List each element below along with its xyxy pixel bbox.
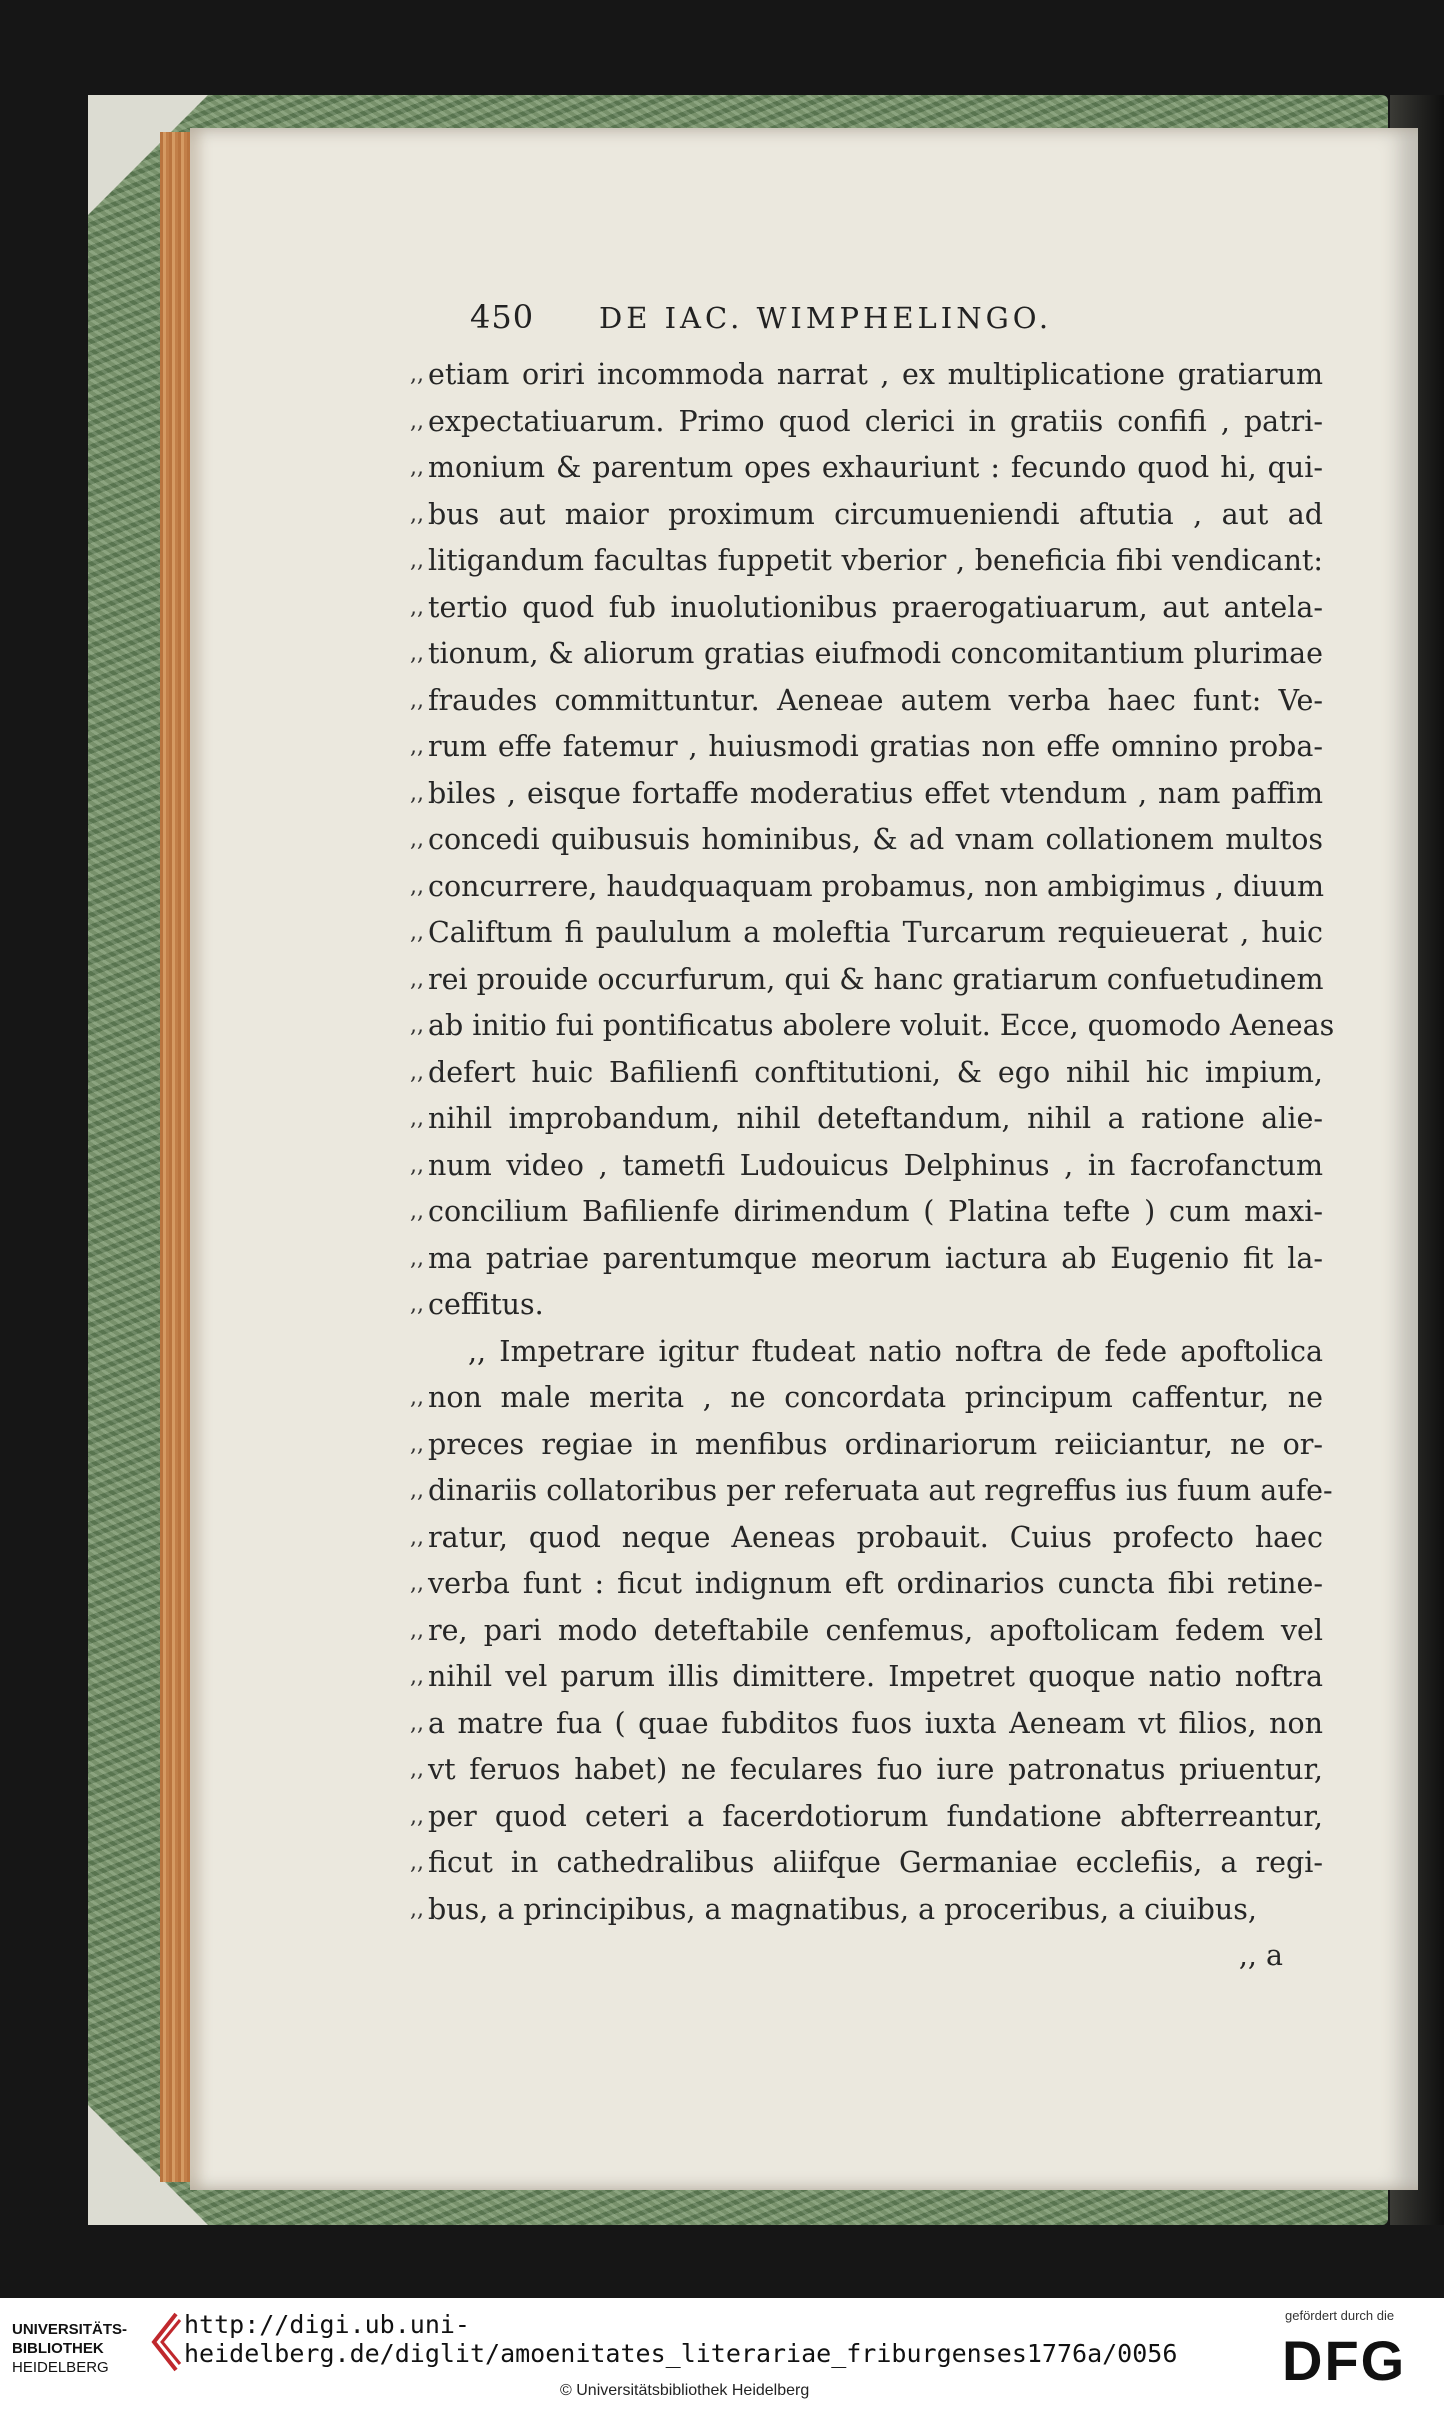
line-text: rum effe fatemur , huiusmodi gratias non effe omnino proba- <box>428 730 1323 763</box>
text-line <box>410 1003 1335 1050</box>
text-line <box>410 1654 1323 1701</box>
line-text: litigandum facultas fuppetit vberior , beneficia fibi vendicant: <box>428 544 1323 577</box>
library-name-line: UNIVERSITÄTS- <box>12 2321 128 2338</box>
line-text: non male merita , ne concordata principum caffentur, ne <box>428 1381 1323 1414</box>
library-logo-text <box>12 2320 152 2377</box>
quote-mark: ,, <box>410 1850 424 1875</box>
text-line <box>410 399 1323 446</box>
catchword <box>428 1933 1323 1980</box>
text-line <box>410 1375 1323 1422</box>
quote-mark: ,, <box>410 548 424 573</box>
line-text: concurrere, haudquaquam probamus, non ambigimus , diuum <box>428 869 1325 903</box>
text-line <box>410 1050 1323 1097</box>
text-line <box>410 1840 1323 1887</box>
text-line <box>410 631 1323 678</box>
text-line <box>410 492 1323 539</box>
quote-mark: ,, <box>410 594 424 620</box>
line-text: per quod ceteri a facerdotiorum fundatione abfterreantur, <box>428 1799 1323 1833</box>
quote-mark: ,, <box>410 1013 424 1038</box>
text-line <box>410 817 1323 864</box>
line-text: Califtum fi paululum a moleftia Turcarum requieuerat , huic <box>428 916 1323 949</box>
source-url-link[interactable]: http://digi.ub.uni-heidelberg.de/diglit/amoenitates_literariae_friburgenses1776a/0056 <box>184 2310 1178 2368</box>
line-text: ratur, quod neque Aeneas probauit. Cuius profecto haec <box>428 1520 1323 1554</box>
quote-mark: ,, <box>410 641 424 666</box>
line-text: biles , eisque fortaffe moderatius effet vtendum , nam paffim <box>428 776 1323 810</box>
line-text: fraudes committuntur. Aeneae autem verba haec funt: Ve- <box>428 683 1323 717</box>
line-text: tionum, & aliorum gratias eiufmodi concomitantium plurimae <box>428 637 1323 670</box>
line-text: nihil vel parum illis dimittere. Impetret quoque natio noftra <box>428 1660 1323 1693</box>
body-text <box>410 352 1335 1980</box>
line-text: preces regiae in menfibus ordinariorum reiiciantur, ne or- <box>428 1427 1323 1461</box>
quote-mark: ,, <box>410 920 424 945</box>
text-line <box>410 1794 1323 1841</box>
line-text: defert huic Bafilienfi conftitutioni, & ego nihil hic impium, <box>428 1055 1323 1089</box>
quote-mark: ,, <box>410 780 424 806</box>
quote-mark: ,, <box>410 1292 424 1317</box>
quote-mark: ,, <box>410 1059 424 1085</box>
quote-mark: ,, <box>410 1431 424 1457</box>
line-text: ,, Impetrare igitur ftudeat natio noftra de fede apoftolica <box>468 1334 1323 1368</box>
text-line <box>410 1189 1323 1236</box>
line-text: a matre fua ( quae fubditos fuos iuxta Aeneam vt filios, non <box>428 1706 1323 1740</box>
text-line <box>410 1468 1333 1515</box>
text-line <box>410 538 1323 585</box>
text-line <box>410 957 1324 1004</box>
quote-mark: ,, <box>410 501 424 527</box>
line-text: num video , tametfi Ludouicus Delphinus , in facrofanctum <box>428 1148 1323 1182</box>
line-text: bus, a principibus, a magnatibus, a proceribus, a ciuibus, <box>428 1892 1257 1926</box>
line-text: vt feruos habet) ne feculares fuo iure patronatus priuentur, <box>428 1753 1323 1786</box>
quote-mark: ,, <box>410 1524 424 1550</box>
quote-mark: ,, <box>410 455 424 480</box>
text-line <box>410 445 1323 492</box>
footer <box>0 2298 1444 2416</box>
quote-mark: ,, <box>410 966 424 992</box>
page-number: 450 <box>470 298 535 336</box>
text-line <box>410 864 1325 911</box>
running-title: DE IAC. WIMPHELINGO. <box>598 301 1053 335</box>
text-line <box>410 1747 1323 1794</box>
text-line <box>410 724 1323 771</box>
line-text: concedi quibusuis hominibus, & ad vnam collationem multos <box>428 823 1323 856</box>
text-line <box>410 771 1323 818</box>
quote-mark: ,, <box>410 1571 424 1596</box>
funding-note: gefördert durch die <box>1285 2308 1395 2323</box>
quote-mark: ,, <box>410 1106 424 1131</box>
dfg-logo: DFG <box>1282 2329 1407 2392</box>
text-line <box>428 1329 1323 1376</box>
running-head <box>470 298 1130 348</box>
text-line <box>410 1887 1323 1934</box>
line-text: ab initio fui pontificatus abolere voluit. Ecce, quomodo Aeneas <box>428 1009 1335 1042</box>
quote-mark: ,, <box>410 687 424 713</box>
line-text: rei prouide occurfurum, qui & hanc gratiarum confuetudinem <box>428 962 1324 996</box>
quote-mark: ,, <box>410 1152 424 1178</box>
quote-mark: ,, <box>410 1199 424 1224</box>
quote-mark: ,, <box>410 734 424 759</box>
quote-mark: ,, <box>410 1710 424 1736</box>
text-line <box>410 678 1323 725</box>
quote-mark: ,, <box>410 362 424 387</box>
text-line <box>410 1143 1323 1190</box>
library-logo-icon <box>148 2312 182 2372</box>
text-line <box>410 1608 1323 1655</box>
text-line <box>410 585 1323 632</box>
quote-mark: ,, <box>410 408 424 434</box>
text-line <box>410 352 1323 399</box>
line-text: monium & parentum opes exhauriunt : fecundo quod hi, qui- <box>428 451 1323 484</box>
text-line <box>410 1096 1323 1143</box>
text-line <box>410 1422 1323 1469</box>
text-line <box>410 1701 1323 1748</box>
line-text: concilium Bafilienfe dirimendum ( Platina tefte ) cum maxi- <box>428 1195 1323 1228</box>
line-text: ma patriae parentumque meorum iactura ab Eugenio fit la- <box>428 1241 1323 1275</box>
text-line <box>410 1515 1323 1562</box>
quote-mark: ,, <box>410 1478 424 1503</box>
quote-mark: ,, <box>410 873 424 899</box>
quote-mark: ,, <box>410 1803 424 1829</box>
text-line <box>410 910 1323 957</box>
line-text: ficut in cathedralibus aliifque Germaniae ecclefiis, a regi- <box>428 1846 1323 1879</box>
line-text: bus aut maior proximum circumueniendi aftutia , aut ad <box>428 497 1323 531</box>
line-text: re, pari modo deteftabile cenfemus, apoftolicam fedem vel <box>428 1613 1323 1647</box>
quote-mark: ,, <box>410 1664 424 1689</box>
quote-mark: ,, <box>410 1757 424 1782</box>
quote-mark: ,, <box>410 1245 424 1271</box>
catchword-text: ,, a <box>1238 1939 1283 1972</box>
line-text: etiam oriri incommoda narrat , ex multiplicatione gratiarum <box>428 358 1323 391</box>
text-line <box>410 1561 1323 1608</box>
copyright-text: © Universitätsbibliothek Heidelberg <box>560 2382 810 2399</box>
library-name-line: HEIDELBERG <box>12 2359 109 2376</box>
line-text: nihil improbandum, nihil deteftandum, nihil a ratione alie- <box>428 1102 1323 1135</box>
text-line <box>410 1282 1323 1329</box>
quote-mark: ,, <box>410 827 424 852</box>
line-text: tertio quod fub inuolutionibus praerogatiuarum, aut antela- <box>428 590 1323 624</box>
text-line <box>410 1236 1323 1283</box>
line-text: dinariis collatoribus per referuata aut regreffus ius fuum aufe- <box>428 1474 1333 1507</box>
line-text: expectatiuarum. Primo quod clerici in gratiis confifi , patri- <box>428 404 1323 438</box>
quote-mark: ,, <box>410 1617 424 1643</box>
line-text: ceffitus. <box>428 1288 544 1321</box>
line-text: verba funt : ficut indignum eft ordinarios cuncta fibi retine- <box>428 1567 1323 1600</box>
quote-mark: ,, <box>410 1385 424 1410</box>
quote-mark: ,, <box>410 1896 424 1922</box>
library-name-line: BIBLIOTHEK <box>12 2340 104 2357</box>
